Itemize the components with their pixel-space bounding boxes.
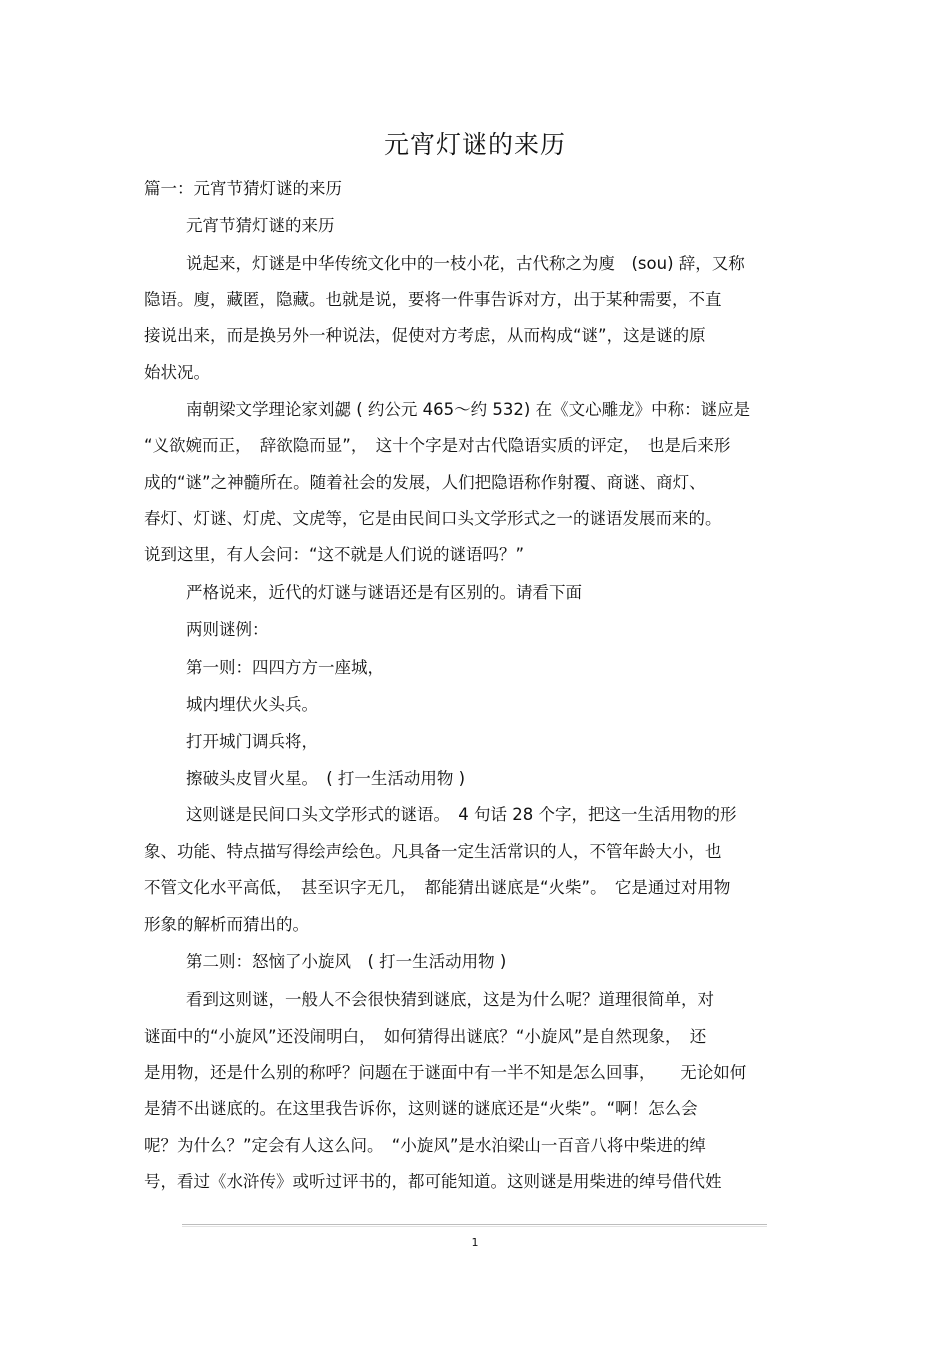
paragraph-line: 接说出来，而是换另外一种说法，促使对方考虑，从而构成“谜”，这是谜的原 [144, 326, 706, 345]
paragraph-line: 成的“谜”之神髓所在。随着社会的发展，人们把隐语称作射覆、商谜、商灯、 [144, 473, 706, 492]
section-heading: 篇一：元宵节猜灯谜的来历 [144, 179, 342, 198]
paragraph-line: 说起来，灯谜是中华传统文化中的一枝小花，古代称之为廋 (sou) 辞，又称 [186, 254, 745, 273]
subheading: 元宵节猜灯谜的来历 [186, 216, 335, 235]
paragraph-line: 不管文化水平高低， 甚至识字无几， 都能猜出谜底是“火柴”。 它是通过对用物 [144, 878, 731, 897]
riddle-line: 第一则：四四方方一座城， [186, 658, 384, 677]
paragraph-line: 号，看过《水浒传》或听过评书的，都可能知道。这则谜是用柴进的绰号借代姓 [144, 1172, 722, 1191]
paragraph-line: 这则谜是民间口头文学形式的谜语。 4 句话 28 个字，把这一生活用物的形 [186, 805, 737, 824]
paragraph-line: 象、功能、特点描写得绘声绘色。凡具备一定生活常识的人，不管年龄大小，也 [144, 842, 722, 861]
riddle-line: 第二则：怒恼了小旋风 ( 打一生活动用物 ) [186, 952, 507, 971]
paragraph-line: 形象的解析而猜出的。 [144, 915, 309, 934]
paragraph-line: 南朝梁文学理论家刘勰 ( 约公元 465～约 532) 在《文心雕龙》中称：谜应是 [186, 400, 751, 419]
riddle-line: 打开城门调兵将， [186, 732, 318, 751]
riddle-line: 城内埋伏火头兵。 [186, 695, 318, 714]
paragraph-line: 春灯、灯谜、灯虎、文虎等，它是由民间口头文学形式之一的谜语发展而来的。 [144, 509, 722, 528]
paragraph-line: 说到这里，有人会问：“这不就是人们说的谜语吗？” [144, 545, 525, 564]
paragraph-line: 谜面中的“小旋风”还没闹明白， 如何猜得出谜底？“小旋风”是自然现象， 还 [144, 1027, 707, 1046]
paragraph-line: 是猜不出谜底的。在这里我告诉你，这则谜的谜底还是“火柴”。“啊！怎么会 [144, 1099, 698, 1118]
paragraph-line: 呢？为什么？”定会有人这么问。 “小旋风”是水泊梁山一百音八将中柴进的绰 [144, 1136, 706, 1155]
paragraph-line: 隐语。廋，藏匿，隐藏。也就是说，要将一件事告诉对方，出于某种需要，不直 [144, 290, 722, 309]
paragraph-line: “义欲婉而正， 辞欲隐而显”， 这十个字是对古代隐语实质的评定， 也是后来形 [144, 436, 731, 455]
paragraph-line: 看到这则谜，一般人不会很快猜到谜底，这是为什么呢？道理很简单，对 [186, 990, 714, 1009]
footer-divider [182, 1224, 767, 1225]
paragraph-line: 是用物，还是什么别的称呼？问题在于谜面中有一半不知是怎么回事， 无论如何 [144, 1063, 747, 1082]
paragraph-line: 始状况。 [144, 363, 210, 382]
paragraph-line: 严格说来，近代的灯谜与谜语还是有区别的。请看下面 [186, 583, 582, 602]
page-title: 元宵灯谜的来历 [383, 130, 566, 159]
paragraph-line: 两则谜例： [186, 620, 269, 639]
footer-divider-shadow [182, 1226, 767, 1227]
page-number: 1 [471, 1236, 479, 1249]
riddle-line: 擦破头皮冒火星。 ( 打一生活动用物 ) [186, 769, 466, 788]
